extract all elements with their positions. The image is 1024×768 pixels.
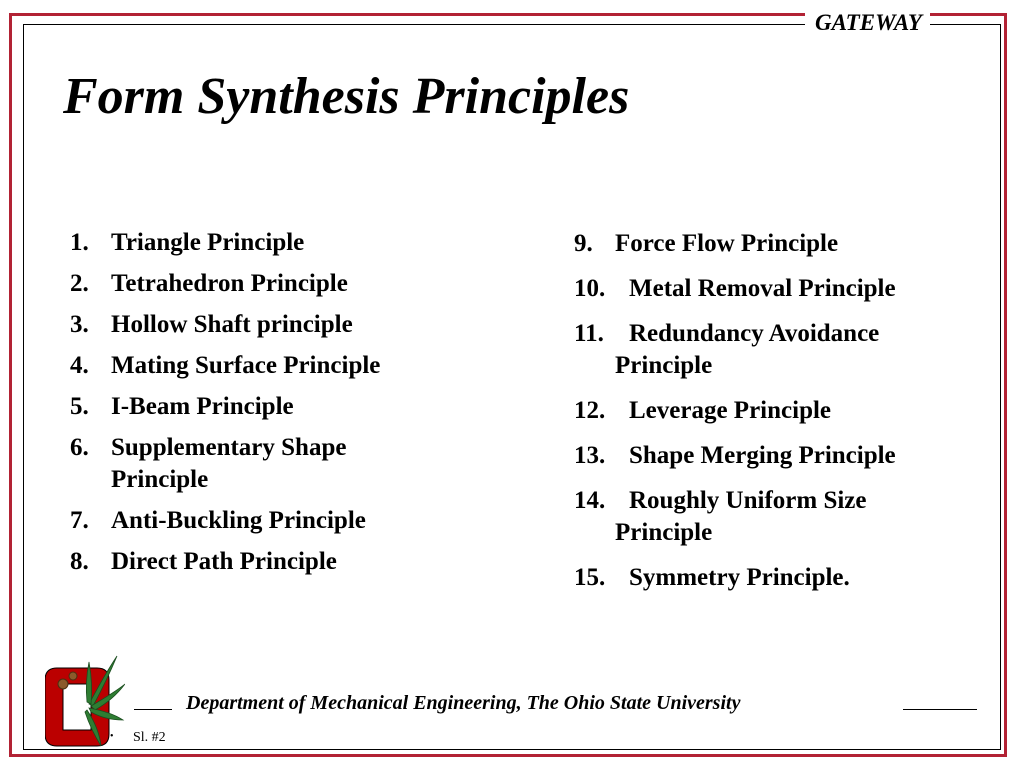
right-principles-list (574, 228, 994, 607)
item-number: 13. (574, 442, 606, 469)
item-text: Redundancy Avoidance Principle (615, 320, 880, 379)
item-number: 11. (574, 320, 604, 347)
gateway-logo-text: GATEWAY (805, 10, 930, 36)
item-text: Hollow Shaft principle (111, 311, 353, 338)
item-number: 3. (70, 311, 89, 338)
item-text: Metal Removal Principle (629, 275, 896, 302)
list-item (70, 268, 470, 300)
list-item (574, 318, 945, 382)
item-number: 14. (574, 487, 606, 514)
item-number: 10. (574, 275, 606, 302)
item-text: Anti-Buckling Principle (111, 507, 366, 534)
item-text: Supplementary Shape Principle (111, 434, 347, 493)
footer-bullet: • (110, 731, 114, 742)
item-text: Symmetry Principle. (629, 564, 850, 591)
item-text: Force Flow Principle (615, 230, 839, 257)
item-number: 12. (574, 397, 606, 424)
list-item (70, 432, 410, 496)
list-item (574, 228, 994, 260)
item-text: Tetrahedron Principle (111, 270, 348, 297)
slide-title: Form Synthesis Principles (63, 68, 630, 125)
item-number: 15. (574, 564, 606, 591)
list-item (70, 350, 470, 382)
list-item (574, 395, 994, 427)
item-text: Roughly Uniform Size Principle (615, 487, 867, 546)
list-item (574, 440, 994, 472)
slide-number: Sl. #2 (133, 730, 166, 745)
department-footer: Department of Mechanical Engineering, The Ohio State University (186, 692, 741, 714)
left-principles-list (70, 227, 470, 587)
item-number: 8. (70, 548, 89, 575)
item-text: Leverage Principle (629, 397, 832, 424)
footer-rule-left (134, 709, 172, 710)
list-item (574, 273, 994, 305)
item-text: Direct Path Principle (111, 548, 337, 575)
item-number: 1. (70, 229, 89, 256)
list-item (574, 485, 935, 549)
item-text: Mating Surface Principle (111, 352, 381, 379)
item-number: 2. (70, 270, 89, 297)
list-item (70, 546, 470, 578)
list-item (70, 505, 470, 537)
item-text: Shape Merging Principle (629, 442, 896, 469)
item-text: Triangle Principle (111, 229, 305, 256)
item-number: 7. (70, 507, 89, 534)
item-number: 5. (70, 393, 89, 420)
list-item (70, 391, 470, 423)
list-item (574, 562, 994, 594)
footer-rule-right (903, 709, 977, 710)
item-text: I-Beam Principle (111, 393, 294, 420)
item-number: 6. (70, 434, 89, 461)
list-item (70, 227, 470, 259)
item-number: 4. (70, 352, 89, 379)
item-number: 9. (574, 230, 593, 257)
list-item (70, 309, 470, 341)
